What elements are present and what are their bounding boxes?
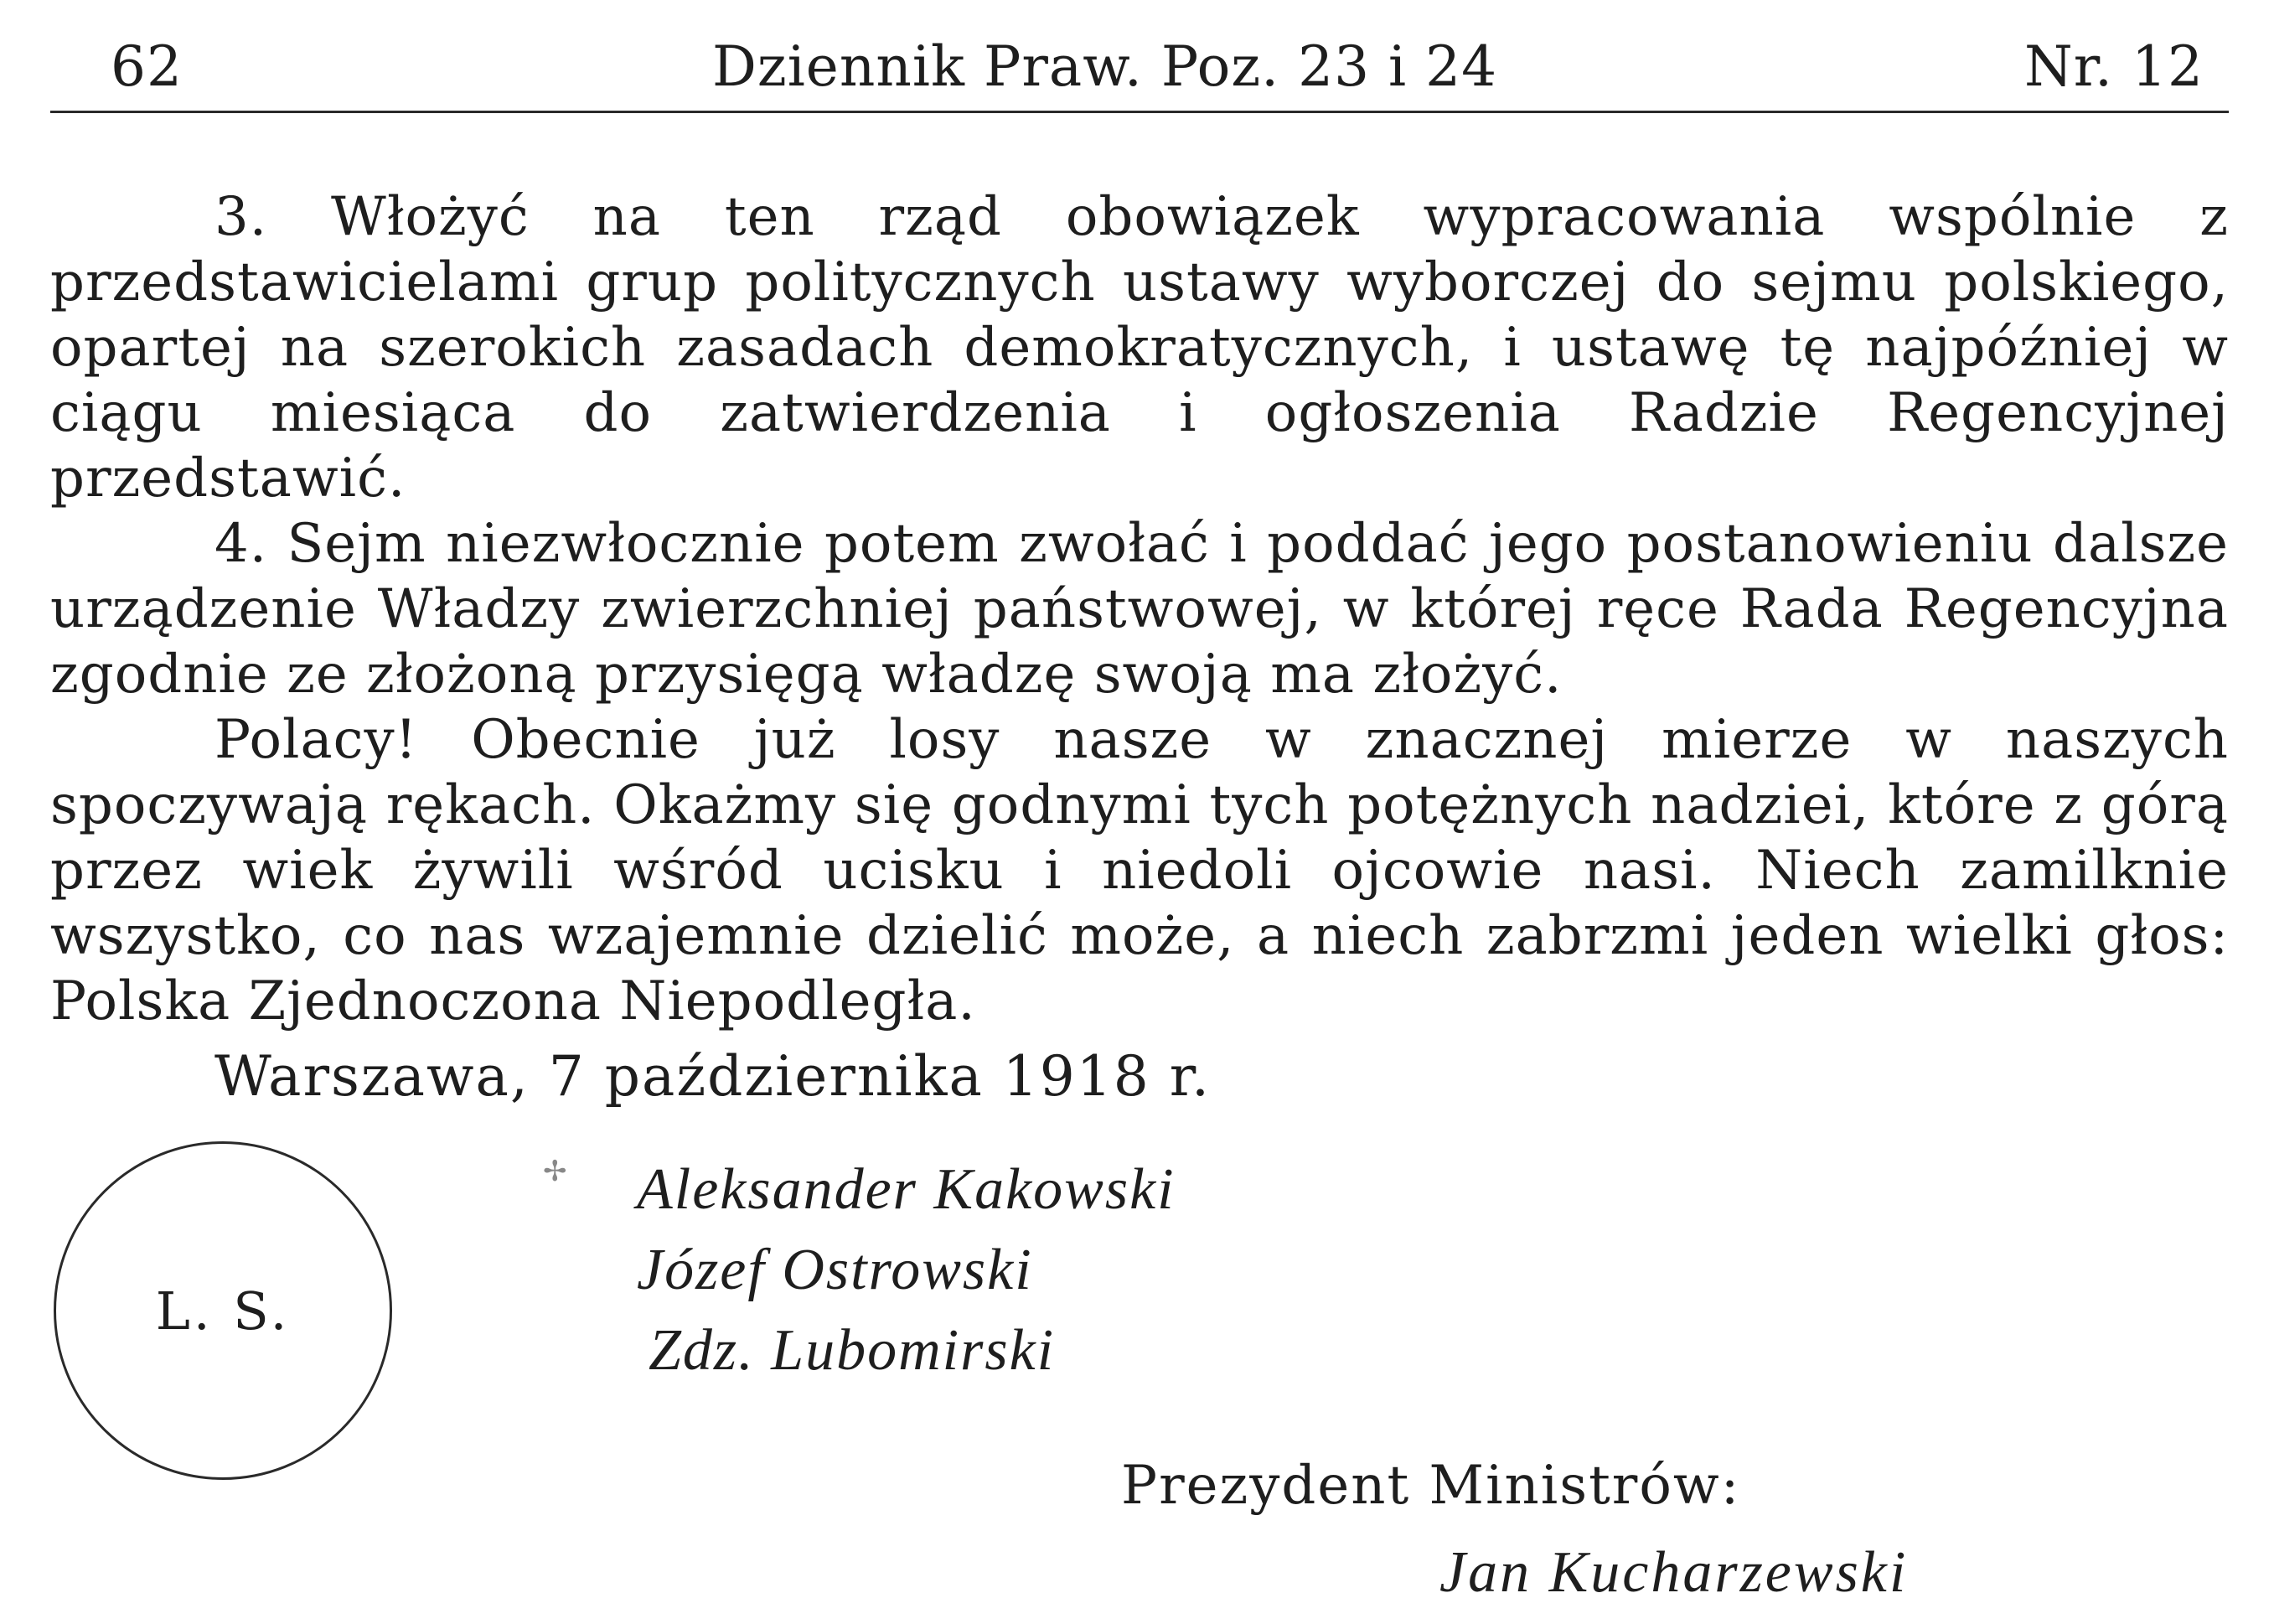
page-number: 62 [111,34,183,99]
seal-circle [54,1141,392,1480]
prime-minister-name: Jan Kucharzewski [1439,1540,1909,1605]
signatory-lubomirski: Zdz. Lubomirski [649,1318,1056,1383]
place-and-date: Warszawa, 7 października 1918 r. [214,1044,1212,1109]
paragraph-point-3: 3. Włożyć na ten rząd obowiązek wypracowania wspólnie z przedstawicielami grup politycznych ustawy wyborczej do sejmu polskiego, opartej na szerokich zasadach demokratycznych, i ustawę tę najpóźniej w ciągu miesiąca do zatwierdzenia i ogłoszenia Radzie Regencyjnej przedstawić. [50,186,2229,509]
signatories-block [637,1150,1176,1391]
issue-number: Nr. 12 [2024,34,2204,99]
prime-minister-label: Prezydent Ministrów: [1121,1455,1741,1517]
signatory-kakowski: Aleksander Kakowski [637,1157,1176,1222]
body-text [50,184,2229,1034]
page-header [50,25,2229,109]
paragraph-appeal: Polacy! Obecnie już losy nasze w znacznej mierze w naszych spoczywają rękach. Okażmy się godnymi tych potężnych nadziei, które z górą przez wiek żywili wśród ucisku i niedoli ojcowie nasi. Niech zamilknie wszystko, co nas wzajemnie dzielić może, a niech zabrzmi jeden wielki głos: Polska Zjednoczona Niepodległa. [50,709,2229,1032]
journal-title: Dziennik Praw. Poz. 23 i 24 [712,34,1498,99]
cross-mark-icon: ✢ [543,1155,567,1188]
signatory-ostrowski: Józef Ostrowski [637,1238,1033,1302]
paragraph-point-4: 4. Sejm niezwłocznie potem zwołać i poddać jego postanowieniu dalsze urządzenie Władzy zwierzchniej państwowej, w której ręce Rada Regencyjna zgodnie ze złożoną przysięgą władzę swoją ma złożyć. [50,513,2229,706]
header-rule [50,111,2229,113]
seal-label: L. S. [155,1280,291,1342]
